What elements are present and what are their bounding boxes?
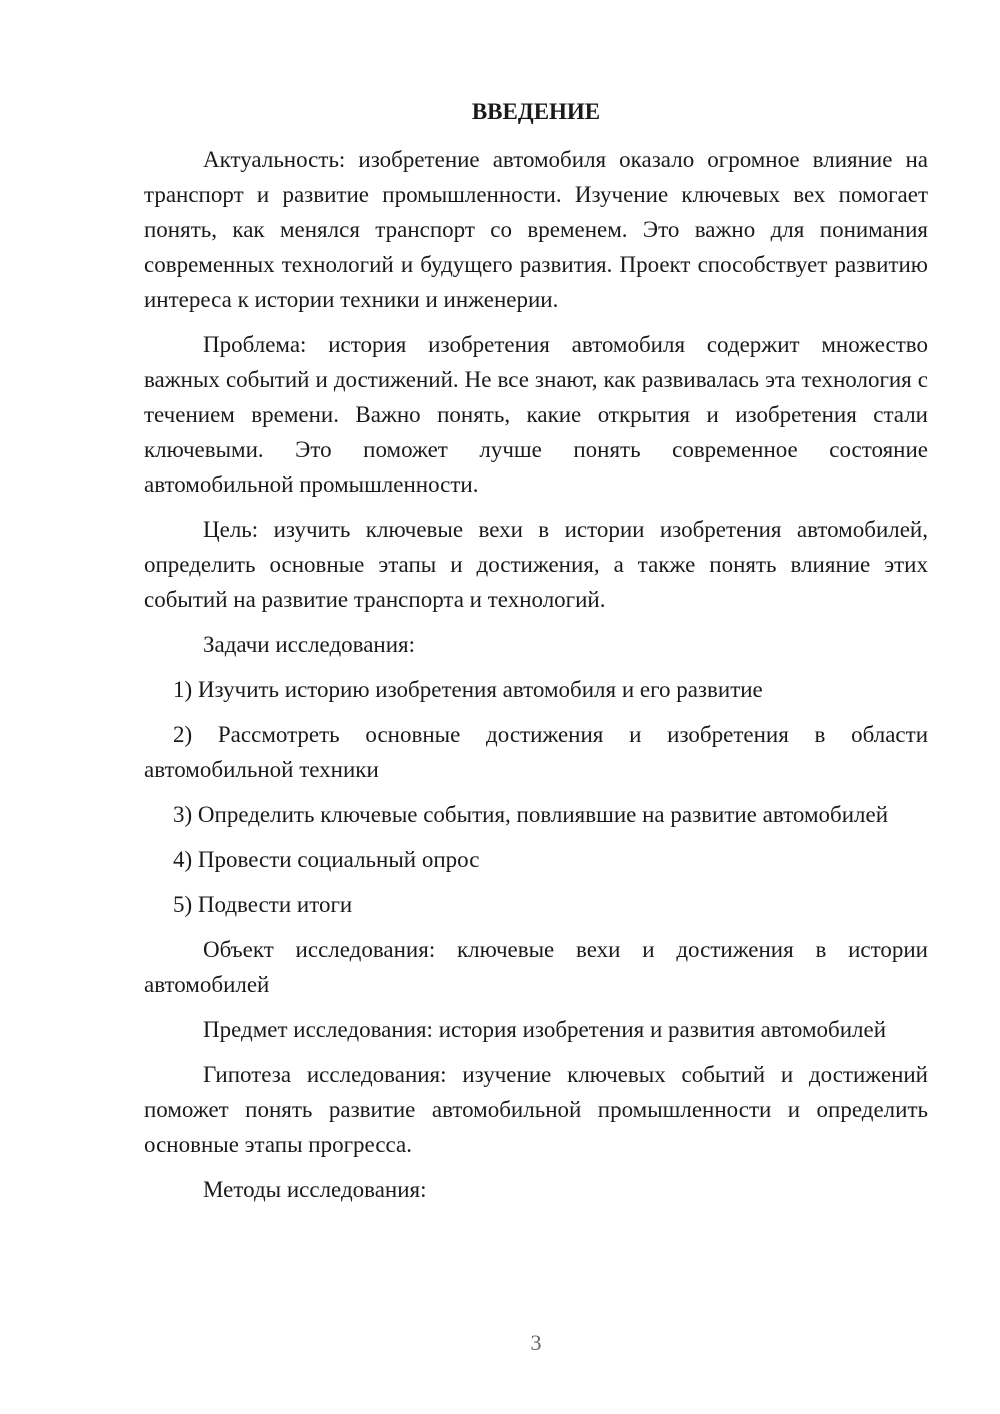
task-item-5: 5) Подвести итоги <box>173 892 353 917</box>
paragraph-hypothesis: Гипотеза исследования: изучение ключевых событий и достижений поможет понять развитие автомобильной промышленности и определить основные этапы прогресса. <box>144 1062 928 1157</box>
paragraph-subject: Предмет исследования: история изобретения и развития автомобилей <box>203 1017 887 1042</box>
task-item-2: 2) Рассмотреть основные достижения и изобретения в области автомобильной техники <box>144 722 928 782</box>
page-number: 3 <box>530 1330 542 1355</box>
paragraph-methods: Методы исследования: <box>203 1177 427 1202</box>
paragraph-problem: Проблема: история изобретения автомобиля содержит множество важных событий и достижений. Не все знают, как развивалась эта технология с течением времени. Важно понять, какие открытия и изобретения стали ключевыми. Это поможет лучше понять современное состояние автомобильной промышленности. <box>144 332 928 497</box>
task-item-3: 3) Определить ключевые события, повлиявшие на развитие автомобилей <box>173 802 889 827</box>
task-item-1: 1) Изучить историю изобретения автомобиля и его развитие <box>173 677 763 702</box>
paragraph-object: Объект исследования: ключевые вехи и достижения в истории автомобилей <box>144 937 928 997</box>
section-heading: ВВЕДЕНИЕ <box>471 99 601 124</box>
task-item-4: 4) Провести социальный опрос <box>173 847 480 872</box>
paragraph-goal: Цель: изучить ключевые вехи в истории изобретения автомобилей, определить основные этапы и достижения, а также понять влияние этих событий на развитие транспорта и технологий. <box>144 517 928 612</box>
document-body <box>144 97 928 1217</box>
paragraph-tasks-heading: Задачи исследования: <box>203 632 416 657</box>
paragraph-relevance: Актуальность: изобретение автомобиля оказало огромное влияние на транспорт и развитие промышленности. Изучение ключевых вех помогает понять, как менялся транспорт со временем. Это важно для понимания современных технологий и будущего развития. Проект способствует развитию интереса к истории техники и инженерии. <box>144 147 928 312</box>
